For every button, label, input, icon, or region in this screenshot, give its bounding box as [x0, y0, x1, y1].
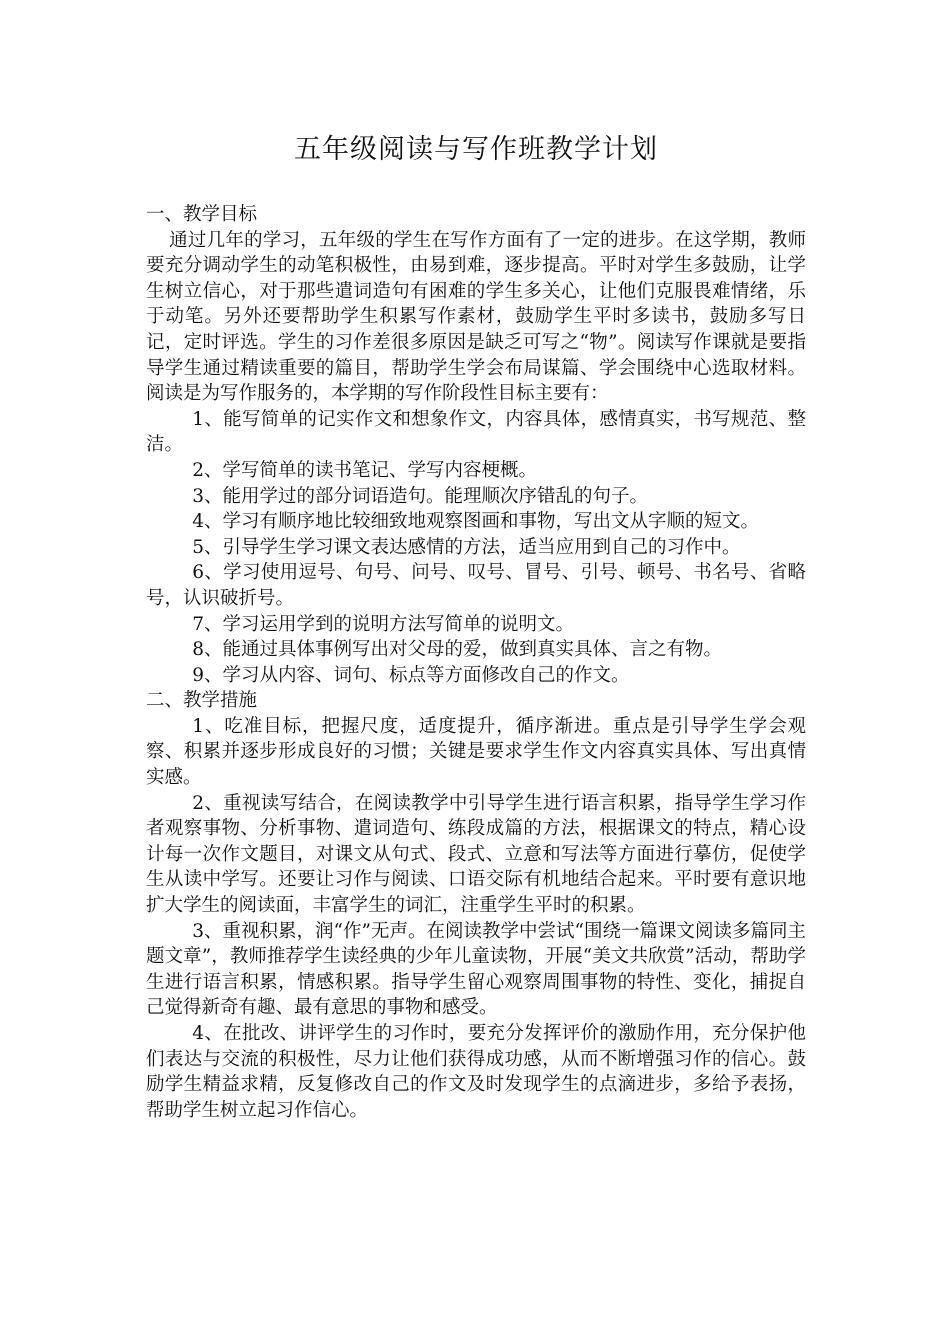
- goal-item-1: 1、能写简单的记实作文和想象作文，内容具体，感情真实，书写规范、整洁。: [146, 408, 806, 456]
- measure-item-1: 1、吃准目标，把握尺度，适度提升，循序渐进。重点是引导学生学会观察、积累并逐步形成良好的习惯；关键是要求学生作文内容真实具体、写出真情实感。: [146, 715, 806, 789]
- goal-item-6: 6、学习使用逗号、句号、问号、叹号、冒号、引号、顿号、书名号、省略号，认识破折号。: [146, 562, 806, 609]
- measure-item-3: 3、重视积累，润“作”无声。在阅读教学中尝试“围绕一篇课文阅读多篇同主题文章”，教师推荐学生读经典的少年儿童读物，开展“美文共欣赏”活动，帮助学生进行语言积累，情感积累。指导学生留心观察周围事物的特性、变化，捕捉自己觉得新奇有趣、最有意思的事物和感受。: [146, 920, 806, 1019]
- section-heading-goals: 一、教学目标: [146, 204, 258, 225]
- goal-item-8: 8、能通过具体事例写出对父母的爱，做到真实具体、言之有物。: [192, 639, 723, 661]
- document-page: [146, 128, 806, 1123]
- goal-item-9: 9、学习从内容、词句、标点等方面修改自己的作文。: [192, 664, 630, 686]
- measure-item-4: 4、在批改、讲评学生的习作时，要充分发挥评价的激励作用，充分保护他们表达与交流的积极性，尽力让他们获得成功感，从而不断增强习作的信心。鼓励学生精益求精，反复修改自己的作文及时发现学生的点滴进步，多给予表扬，帮助学生树立起习作信心。: [146, 1023, 806, 1121]
- measure-item-2: 2、重视读写结合，在阅读教学中引导学生进行语言积累，指导学生学习作者观察事物、分析事物、遣词造句、练段成篇的方法，根据课文的特点，精心设计每一次作文题目，对课文从句式、段式、立意和写法等方面进行摹仿，促使学生从读中学写。还要让习作与阅读、口语交际有机地结合起来。平时要有意识地扩大学生的阅读面，丰富学生的词汇，注重学生平时的积累。: [146, 792, 806, 917]
- goals-intro-paragraph: 通过几年的学习，五年级的学生在写作方面有了一定的进步。在这学期，教师要充分调动学生的动笔积极性，由易到难，逐步提高。平时对学生多鼓励，让学生树立信心，对于那些遣词造句有困难的学生多关心，让他们克服畏难情绪，乐于动笔。另外还要帮助学生积累写作素材，鼓励学生平时多读书，鼓励多写日记，定时评选。学生的习作差很多原因是缺乏可写之“物”。阅读写作课就是要指导学生通过精读重要的篇目，帮助学生学会布局谋篇、学会围绕中心选取材料。阅读是为写作服务的，本学期的写作阶段性目标主要有：: [146, 229, 806, 405]
- goal-item-7: 7、学习运用学到的说明方法写简单的说明文。: [192, 613, 575, 635]
- goal-item-2: 2、学写简单的读书笔记、学写内容梗概。: [192, 459, 538, 481]
- section-heading-measures: 二、教学措施: [146, 690, 258, 712]
- goal-item-5: 5、引导学生学习课文表达感情的方法，适当应用到自己的习作中。: [192, 536, 741, 558]
- goal-item-4: 4、学习有顺序地比较细致地观察图画和事物，写出文从字顺的短文。: [192, 511, 760, 533]
- section-teaching-goals: [146, 202, 806, 688]
- section-teaching-measures: [146, 688, 806, 1123]
- document-title: 五年级阅读与写作班教学计划: [294, 134, 658, 165]
- goal-item-3: 3、能用学过的部分词语造句。能理顺次序错乱的句子。: [192, 485, 649, 507]
